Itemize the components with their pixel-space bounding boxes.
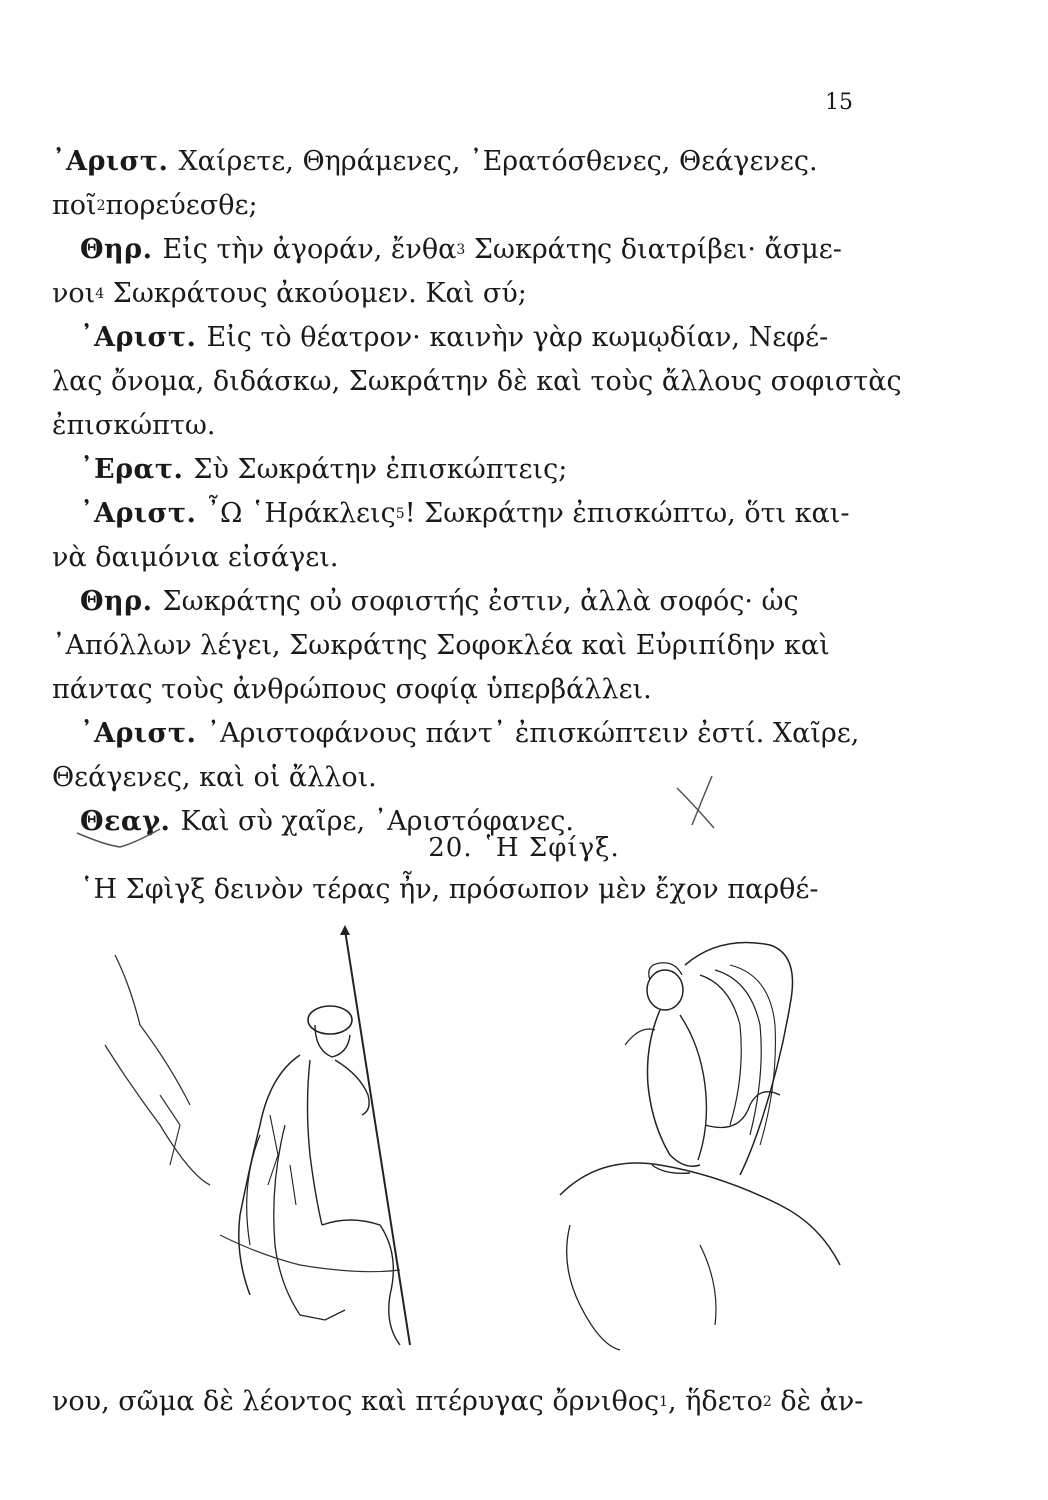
dialogue-line xyxy=(52,360,902,404)
section-paragraph xyxy=(52,868,882,912)
dialogue-line xyxy=(52,404,882,448)
dialogue-line xyxy=(52,712,882,756)
paragraph-line xyxy=(52,1380,882,1424)
footnote-marker: 2 xyxy=(762,1394,772,1410)
line-text: ! Σωκράτην ἐπισκώπτω, ὅτι και- xyxy=(404,498,850,529)
line-text: Θεάγενες, καὶ οἱ ἄλλοι. xyxy=(52,762,377,793)
section-heading: 20. ῾Η Σφίγξ. xyxy=(428,833,620,863)
speaker-label: ᾿Ερατ. xyxy=(80,454,184,485)
dialogue-line xyxy=(52,536,882,580)
line-text: ᾿Απόλλων λέγει, Σωκράτης Σοφοκλέα καὶ Εὐριπίδην καὶ xyxy=(52,630,830,661)
dialogue-line xyxy=(52,140,882,184)
dialogue-line xyxy=(52,448,882,492)
line-text: νου, σῶμα δὲ λέοντος καὶ πτέρυγας ὄρνιθος xyxy=(52,1386,660,1417)
dialogue-line xyxy=(52,580,882,624)
dialogue-line xyxy=(52,316,882,360)
line-text: ποῖ xyxy=(52,190,97,221)
line-text: ᾿Αριστοφάνους πάντ᾿ ἐπισκώπτειν ἐστί. Χαῖρε, xyxy=(206,718,860,749)
line-text: ῏Ω ῾Ηράκλεις xyxy=(206,498,396,529)
dialogue-line xyxy=(52,492,882,536)
line-text: Σὺ Σωκράτην ἐπισκώπτεις; xyxy=(193,454,568,485)
footnote-marker: 5 xyxy=(395,506,405,522)
speaker-label: ᾿Αριστ. xyxy=(80,498,197,529)
line-text: Εἰς τὴν ἀγοράν, ἔνθα xyxy=(162,234,457,265)
line-text: , ἥδετο xyxy=(668,1386,763,1417)
line-text: πορεύεσθε; xyxy=(105,190,258,221)
speaker-label: ᾿Αριστ. xyxy=(80,322,197,353)
footnote-marker: 3 xyxy=(456,242,466,258)
dialogue-line xyxy=(52,668,882,712)
dialogue-line xyxy=(52,184,882,228)
speaker-label: Θεαγ. xyxy=(80,806,171,837)
line-text: νοι xyxy=(52,278,96,309)
speaker-label: ᾿Αριστ. xyxy=(80,718,197,749)
pencil-cross-mark xyxy=(672,770,722,830)
speaker-label: ᾿Αριστ. xyxy=(52,146,169,177)
vase-illustration xyxy=(100,925,890,1355)
speaker-label: Θηρ. xyxy=(80,234,153,265)
footnote-marker: 4 xyxy=(95,286,105,302)
dialogue-line xyxy=(52,272,882,316)
speaker-label: Θηρ. xyxy=(80,586,153,617)
footnote-marker: 1 xyxy=(659,1394,669,1410)
paragraph-continuation xyxy=(52,1380,882,1424)
line-text: Χαίρετε, Θηράμενες, ᾿Ερατόσθενες, Θεάγενες. xyxy=(178,146,818,177)
dialogue-block xyxy=(52,140,902,844)
dialogue-line xyxy=(52,756,882,800)
line-text: Σωκράτης οὐ σοφιστής ἐστιν, ἀλλὰ σοφός· ὡς xyxy=(162,586,799,617)
line-text: Εἰς τὸ θέατρον· καινὴν γὰρ κωμῳδίαν, Νεφέ- xyxy=(206,322,829,353)
dialogue-line xyxy=(52,228,882,272)
line-text: λας ὄνομα, διδάσκω, Σωκράτην δὲ καὶ τοὺς ἄλλους σοφιστὰς xyxy=(52,366,902,397)
line-text: νὰ δαιμόνια εἰσάγει. xyxy=(52,542,339,573)
footnote-marker: 2 xyxy=(96,198,106,214)
line-text: δὲ ἀν- xyxy=(771,1386,864,1417)
line-text: ἐπισκώπτω. xyxy=(52,410,216,441)
page-number: 15 xyxy=(825,90,853,115)
line-text: Σωκράτους ἀκούομεν. Καὶ σύ; xyxy=(104,278,527,309)
dialogue-line xyxy=(52,624,882,668)
line-text: Καὶ σὺ χαῖρε, ᾿Αριστόφανες. xyxy=(180,806,574,837)
line-text: Σωκράτης διατρίβει· ἄσμε- xyxy=(465,234,842,265)
paragraph-line: ῾Η Σφὶγξ δεινὸν τέρας ἦν, πρόσωπον μὲν ἔχον παρθέ- xyxy=(80,874,819,905)
line-text: πάντας τοὺς ἀνθρώπους σοφίᾳ ὑπερβάλλει. xyxy=(52,674,652,705)
